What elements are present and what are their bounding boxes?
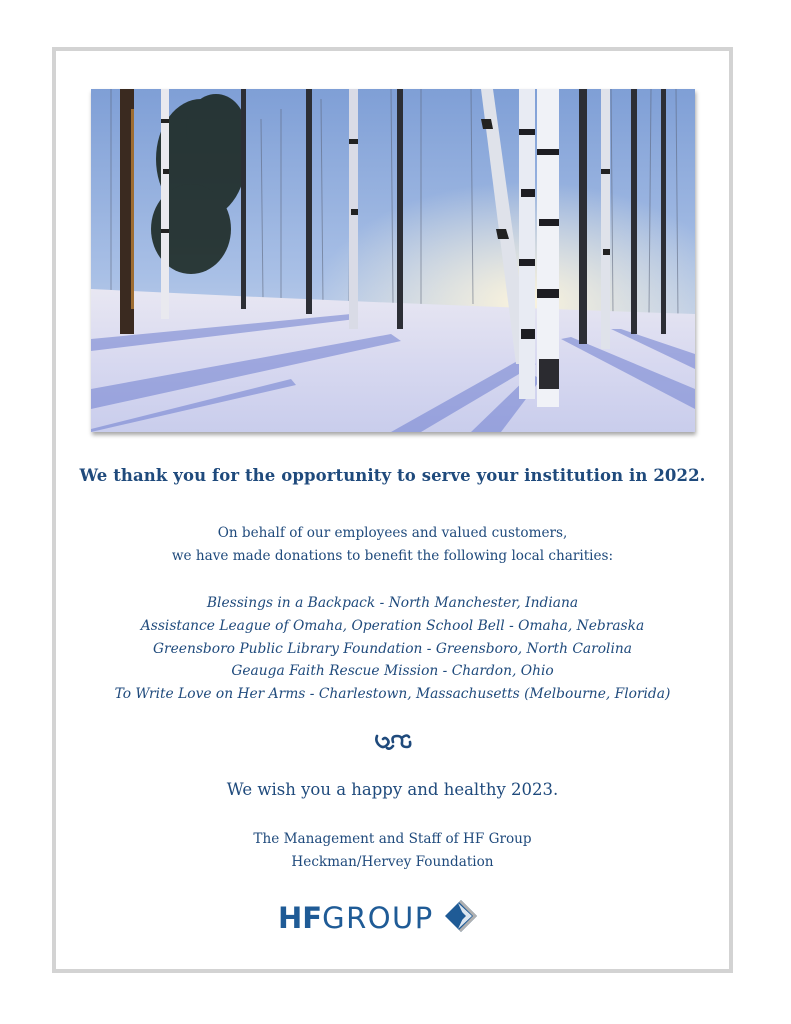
signature-line-2: Heckman/Hervey Foundation [291, 853, 494, 870]
diamond-logo-icon [444, 899, 478, 937]
logo-light-text: GROUP [322, 900, 434, 935]
charity-list [52, 592, 733, 706]
logo-wordmark [278, 900, 434, 935]
charity-item: Blessings in a Backpack - North Manchester, Indiana [206, 595, 579, 611]
charity-item: Geauga Faith Rescue Mission - Chardon, Ohio [231, 663, 554, 680]
charity-item: Greensboro Public Library Foundation - Greensboro, North Carolina [153, 640, 632, 657]
headline: We thank you for the opportunity to serve your institution in 2022. [79, 466, 706, 485]
intro-line-2: we have made donations to benefit the following local charities: [171, 547, 614, 564]
signature-line-1: The Management and Staff of HF Group [253, 831, 532, 847]
signature-block [52, 828, 733, 873]
charity-item: Assistance League of Omaha, Operation School Bell - Omaha, Nebraska [140, 617, 645, 634]
winter-birch-forest-photo [91, 89, 695, 432]
hf-group-logo [278, 900, 478, 936]
intro-line-1: On behalf of our employees and valued customers, [217, 525, 568, 541]
charity-item: To Write Love on Her Arms - Charlestown, Massachusetts (Melbourne, Florida) [114, 686, 671, 703]
intro-text [52, 522, 733, 567]
logo-bold-text: HF [278, 900, 323, 935]
swirl-ornament-icon [52, 732, 733, 752]
new-year-wish: We wish you a happy and healthy 2023. [226, 780, 559, 799]
